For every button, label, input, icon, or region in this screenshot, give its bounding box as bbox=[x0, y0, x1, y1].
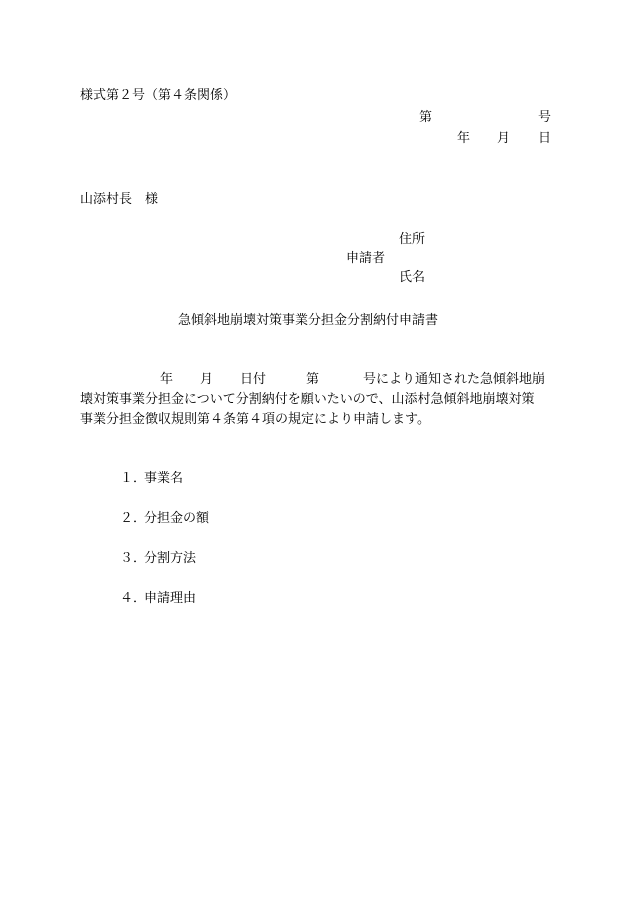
addressee: 山添村長 様 bbox=[80, 192, 159, 207]
form-number: 様式第２号（第４条関係） bbox=[80, 88, 237, 103]
doc-number-suffix: 号 bbox=[538, 110, 552, 125]
list-item bbox=[120, 590, 196, 608]
body-month: 月 bbox=[200, 372, 214, 387]
list-item-label: 分担金の額 bbox=[144, 511, 210, 526]
date-month: 月 bbox=[497, 131, 511, 146]
list-item-label: 申請理由 bbox=[144, 591, 197, 606]
doc-number-prefix: 第 bbox=[419, 110, 433, 125]
list-item-label: 事業名 bbox=[144, 471, 184, 486]
list-item-number: ２． bbox=[120, 511, 147, 526]
body-line-1-rest: 号により通知された急傾斜地崩 bbox=[363, 372, 546, 387]
document-title: 急傾斜地崩壊対策事業分担金分割納付申請書 bbox=[178, 313, 439, 328]
applicant-name-label: 氏名 bbox=[399, 270, 426, 285]
list-item-label: 分割方法 bbox=[144, 551, 197, 566]
date-day: 日 bbox=[538, 131, 552, 146]
body-number-prefix: 第 bbox=[306, 372, 320, 387]
applicant-role-label: 申請者 bbox=[346, 251, 386, 266]
body-line-2: 壊対策事業分担金について分割納付を願いたいので、山添村急傾斜地崩壊対策 bbox=[80, 392, 535, 407]
body-line-3: 事業分担金徴収規則第４条第４項の規定により申請します。 bbox=[80, 412, 430, 427]
body-day: 日付 bbox=[240, 372, 267, 387]
date-year: 年 bbox=[457, 131, 471, 146]
list-item-number: １． bbox=[120, 471, 147, 486]
body-year: 年 bbox=[160, 372, 174, 387]
list-item bbox=[120, 510, 209, 528]
applicant-address-label: 住所 bbox=[399, 232, 426, 247]
list-item bbox=[120, 470, 183, 488]
list-item-number: ４． bbox=[120, 591, 147, 606]
list-item bbox=[120, 550, 196, 568]
list-item-number: ３． bbox=[120, 551, 147, 566]
